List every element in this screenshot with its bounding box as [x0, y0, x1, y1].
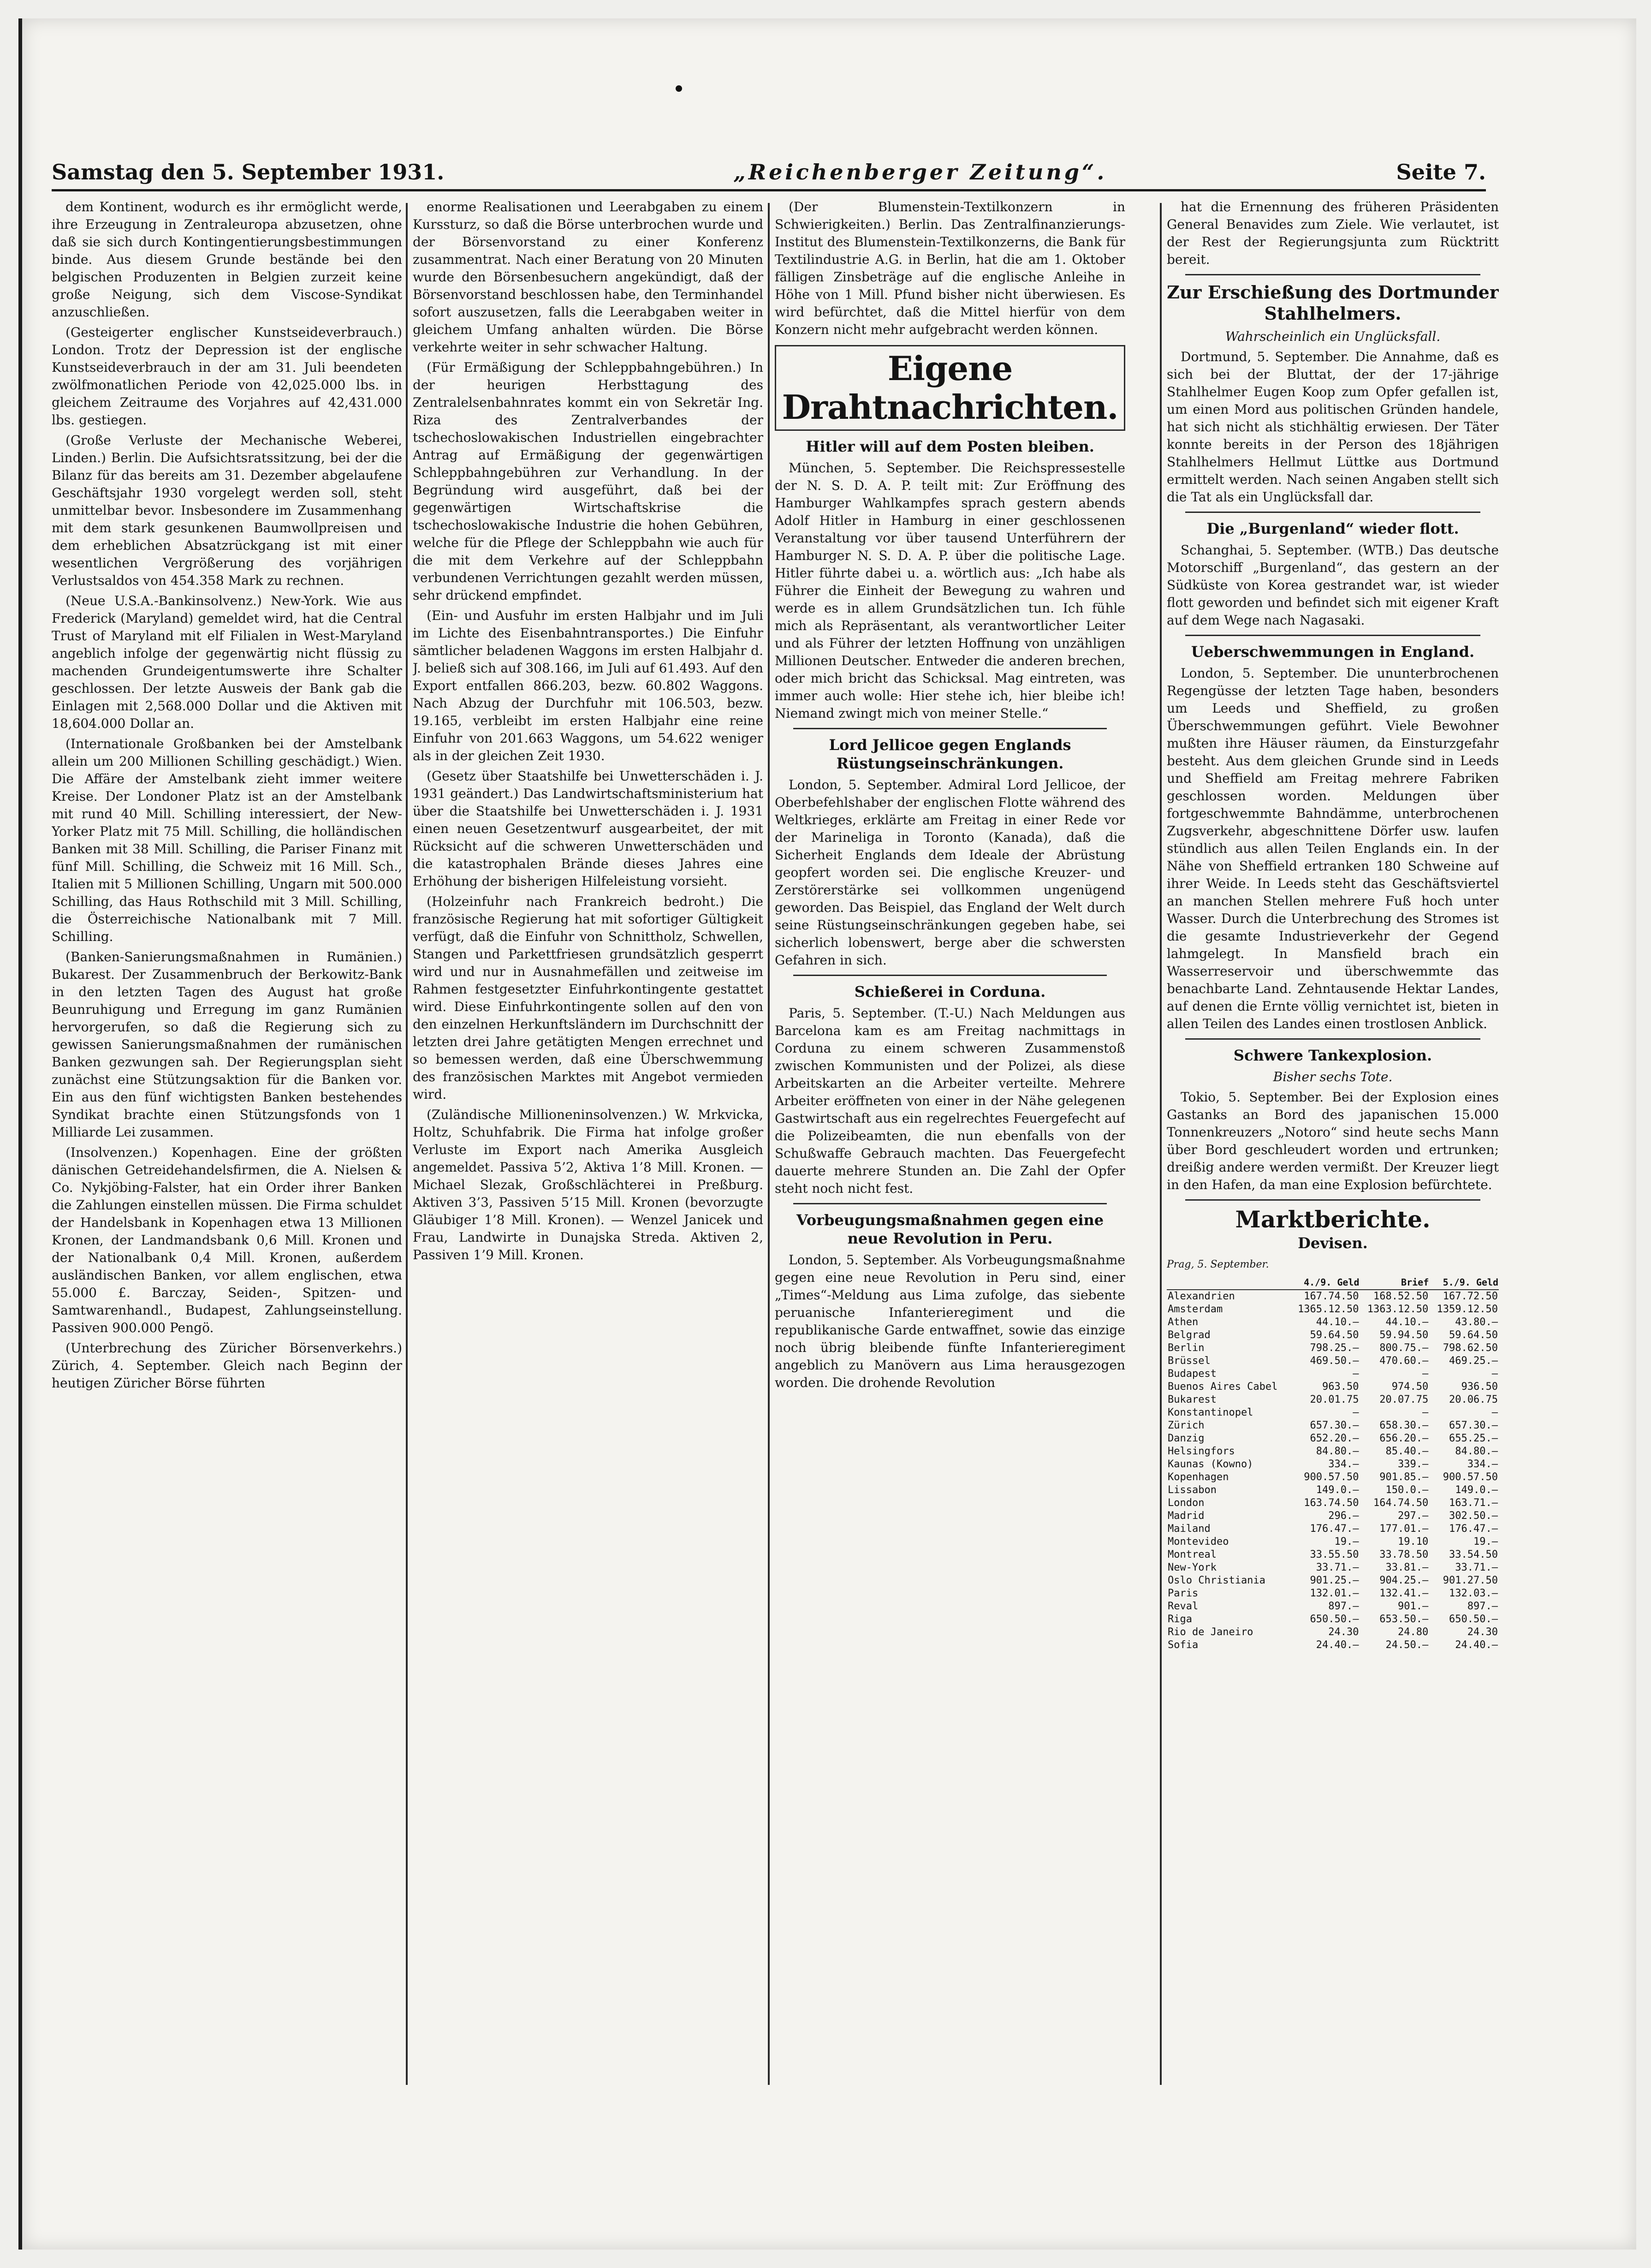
table-row	[1167, 1432, 1499, 1445]
currency-name: Brüssel	[1168, 1355, 1211, 1367]
article-paragraph: (Unterbrechung des Züricher Börsenverkehrs.) Zürich, 4. September. Gleich nach Beginn der heutigen Züricher Börse führten	[52, 1340, 402, 1391]
table-row	[1167, 1368, 1499, 1381]
article-headline	[1167, 1046, 1499, 1065]
article-paragraph: (Der Blumenstein-Textilkonzern in Schwierigkeiten.) Berlin. Das Zentralfinanzierungs-Institut des Blumenstein-Textilkonzerns, die Bank für Textilindustrie A.G. in Berlin, hat die am 1. Oktober fälligen Zinsbeträge auf die englische Anleihe in Höhe von 1 Mill. Pfund bisher nicht überwiesen. Es wird befürchtet, daß die Mittel hierfür von dem Konzern nicht mehr aufgebracht werden können.	[775, 199, 1125, 337]
column-4	[1167, 198, 1499, 2089]
article-paragraph: London, 5. September. Admiral Lord Jellicoe, der Oberbefehlshaber der englischen Flotte während des Weltkrieges, erklärte am Freitag in einer Rede vor der Marineliga in Toronto (Kanada), daß die Sicherheit Englands dem Ideale der Abrüstung geopfert worden sei. Die englische Kreuzer- und Zerstörerstärke sei vollkommen ungenügend geworden. Das Beispiel, das England der Welt durch seine Rüstungseinschränkungen gegeben habe, sei sicherlich lobenswert, berge aber die schwersten Gefahren in sich.	[775, 777, 1125, 968]
currency-rate: 19.—	[1334, 1536, 1359, 1548]
table-row	[1167, 1381, 1499, 1393]
currency-name: Zürich	[1168, 1420, 1205, 1431]
table-row	[1167, 1290, 1499, 1303]
currency-name: Belgrad	[1168, 1329, 1211, 1341]
table-row	[1167, 1574, 1499, 1587]
page-header	[52, 152, 1486, 191]
market-subtitle: Devisen.	[1298, 1234, 1368, 1252]
article-paragraph: enorme Realisationen und Leerabgaben zu einem Kurssturz, so daß die Börse unterbrochen wurde und der Börsenvorstand zu einer Konferenz zusammentrat. Nach einer Beratung von 20 Minuten wurde den Börsenbesuchern angekündigt, daß der Börsenvorstand beschlossen habe, den Terminhandel sofort auszusetzen, falls die Leerabgaben weiter in gleichem Umfang anhalten würden. Die Börse verkehrte weiter in sehr schwacher Haltung.	[413, 199, 763, 355]
table-row	[1167, 1342, 1499, 1355]
table-row	[1167, 1303, 1499, 1316]
currency-rate: 24.50.—	[1385, 1639, 1429, 1651]
currency-name: Riga	[1168, 1613, 1192, 1625]
article-paragraph: Dortmund, 5. September. Die Annahme, daß es sich bei der Bluttat, der der 17-jährige Stahlhelmer Eugen Koop zum Opfer gefallen ist, um einen Mord aus politischen Gründen handele, hat sich nicht als stichhältig erwiesen. Der Täter konnte bereits in der Person des 18jährigen Stahlhelmers Hellmut Lüttke aus Dortmund ermittelt werden. Nach seinen Angaben stellt sich die Tat als ein Unglücksfall dar.	[1167, 349, 1499, 505]
currency-rate: 1365.12.50	[1298, 1304, 1359, 1315]
currency-rate: 33.54.50	[1449, 1549, 1498, 1560]
currency-rate: 24.40.—	[1455, 1639, 1498, 1651]
currency-rate: 963.50	[1322, 1381, 1359, 1393]
article-headline	[775, 437, 1125, 456]
table-row	[1167, 1355, 1499, 1368]
currency-rate: 650.50.—	[1449, 1613, 1498, 1625]
table-row	[1167, 1626, 1499, 1639]
currency-rate: 650.50.—	[1310, 1613, 1359, 1625]
article-subheadline: Wahrscheinlich ein Unglücksfall.	[1225, 329, 1441, 344]
table-row	[1167, 1316, 1499, 1329]
currency-name: Buenos Aires Cabel	[1168, 1381, 1278, 1393]
article-paragraph: hat die Ernennung des früheren Präsidenten General Benavides zum Ziele. Wie verlautet, ist der Rest der Regierungsjunta zum Rücktritt bereit.	[1167, 199, 1499, 267]
table-row	[1167, 1471, 1499, 1484]
article-paragraph: (Holzeinfuhr nach Frankreich bedroht.) Die französische Regierung hat mit sofortiger Gültigkeit verfügt, daß die Einfuhr von Schnittholz, Schwellen, Stangen und Parkettfriesen grundsätzlich gesperrt wird und nur in Ausnahmefällen und zeitweise im Rahmen festgesetzter Einfuhrkontingente gestattet wird. Diese Einfuhrkontingente sollen auf den von den einzelnen Herkunftsländern im Durchschnitt der letzten drei Jahre getätigten Mengen errechnet und so bemessen werden, daß eine Überschwemmung des französischen Marktes mit Angebot vermieden wird.	[413, 894, 763, 1102]
currency-rate: 59.94.50	[1379, 1329, 1429, 1341]
article-paragraph: (Banken-Sanierungsmaßnahmen in Rumänien.) Bukarest. Der Zusammenbruch der Berkowitz-Bank in den letzten Tagen des August hat große Beunruhigung und Erregung im ganz Rumänien hervorgerufen, so daß die Regierung sich zu gewissen Sanierungsmaßnahmen der rumänischen Banken gezwungen sah. Der Regierungsplan sieht zunächst eine Stützungsaktion für die Banken vor. Ein aus den fünf wichtigsten Banken bestehendes Syndikat brachte einen Stützungsfonds von 1 Milliarde Lei zusammen.	[52, 949, 402, 1140]
currency-rate: 900.57.50	[1443, 1471, 1498, 1483]
table-row	[1167, 1561, 1499, 1574]
headline-text: Hitler will auf dem Posten bleiben.	[806, 438, 1094, 455]
currency-rate: 900.57.50	[1304, 1471, 1359, 1483]
article-paragraph: München, 5. September. Die Reichspressestelle der N. S. D. A. P. teilt mit: Zur Eröffnung des Hamburger Wahlkampfes sprach gestern abends Adolf Hitler in Hamburg in einer geschlossenen Veranstaltung vor über tausend Unterführern der Hamburger N. S. D. A. P. über die politische Lage. Hitler führte dabei u. a. wörtlich aus: „Ich habe als Führer die Einheit der Bewegung zu wahren und werde es in allem Grundsätzlichen tun. Ich fühle mich als Repräsentant, als verantwortlicher Leiter und als Führer der letzten Hoffnung von unzähligen Millionen Deutscher. Entweder die anderen brechen, oder mich bricht das Schicksal. Mag eintreten, was immer auch wolle: Hier stehe ich, hier bleibe ich! Niemand zwingt mich von meiner Stelle.“	[775, 460, 1125, 721]
headline-text: Schwere Tankexplosion.	[1233, 1047, 1432, 1064]
currency-rate: 132.41.—	[1379, 1588, 1429, 1599]
currency-rate: 936.50	[1461, 1381, 1498, 1393]
currency-rate: 150.0.—	[1385, 1484, 1429, 1496]
currency-name: Bukarest	[1168, 1394, 1217, 1405]
table-row	[1167, 1419, 1499, 1432]
market-title: Marktberichte.	[1235, 1206, 1431, 1233]
currency-name: London	[1168, 1497, 1205, 1509]
currency-rate: —	[1353, 1407, 1359, 1418]
table-row	[1167, 1510, 1499, 1523]
currency-name: Berlin	[1168, 1342, 1205, 1354]
currency-rate: 656.20.—	[1379, 1433, 1429, 1444]
currency-rate: 657.30.—	[1310, 1420, 1359, 1431]
table-header-row	[1167, 1275, 1499, 1290]
currency-name: Oslo Christiania	[1168, 1575, 1265, 1586]
currency-rate: 800.75.—	[1379, 1342, 1429, 1354]
currency-rate: 798.62.50	[1443, 1342, 1498, 1354]
currency-name: Sofia	[1168, 1639, 1199, 1651]
currency-rate: 59.64.50	[1310, 1329, 1359, 1341]
currency-name: Paris	[1168, 1588, 1199, 1599]
currency-rate: 33.78.50	[1379, 1549, 1429, 1560]
currency-rate: 33.55.50	[1310, 1549, 1359, 1560]
currency-rate: 20.06.75	[1449, 1394, 1498, 1405]
currency-rate: 44.10.—	[1316, 1316, 1359, 1328]
column-1	[52, 198, 402, 2089]
table-row	[1167, 1484, 1499, 1497]
table-row	[1167, 1600, 1499, 1613]
currency-name: Reval	[1168, 1601, 1199, 1612]
currency-rate: 163.74.50	[1304, 1497, 1359, 1509]
currency-table-body	[1167, 1290, 1499, 1652]
currency-rate: 167.74.50	[1304, 1291, 1359, 1302]
table-row	[1167, 1587, 1499, 1600]
article-paragraph: (Insolvenzen.) Kopenhagen. Eine der größten dänischen Getreidehandelsfirmen, die A. Nielsen & Co. Nykjöbing-Falster, hat ein Order ihrer Banken die Zahlungen einstellen müssen. Die Firma schuldet der Handelsbank in Kopenhagen etwa 13 Millionen Kronen, der Landmandsbank 0,6 Mill. Kronen und der Nationalbank 0,4 Mill. Kronen, außerdem ausländischen Banken, vor allem englischen, etwa 55.000 £. Barczay, Seiden-, Spitzen- und Samtwarenhandl., Budapest, Zahlungseinstellung. Passiven 900.000 Pengö.	[52, 1145, 402, 1335]
currency-rate: 19.10	[1398, 1536, 1429, 1548]
currency-rate: 84.80.—	[1455, 1446, 1498, 1457]
article-paragraph: Paris, 5. September. (T.-U.) Nach Meldungen aus Barcelona kam es am Freitag nachmittags in Corduna zu einem schweren Zusammenstoß zwischen Kommunisten und der Polizei, als diese Arbeitskarten an die Arbeiter verteilte. Mehrere Arbeiter eröffneten von einer in der Nähe gelegenen Gastwirtschaft aus ein regelrechtes Feuergefecht auf die Polizeibeamten, die nun ebenfalls von der Schußwaffe Gebrauch machten. Das Feuergefecht dauerte mehrere Stunden an. Die Zahl der Opfer steht noch nicht fest.	[775, 1006, 1125, 1196]
currency-rate: 20.07.75	[1379, 1394, 1429, 1405]
currency-name: Alexandrien	[1168, 1291, 1235, 1302]
currency-name: Budapest	[1168, 1368, 1217, 1380]
currency-rate: —	[1353, 1368, 1359, 1380]
currency-rate: —	[1491, 1368, 1498, 1380]
currency-rate: 176.47.—	[1310, 1523, 1359, 1535]
article-subheadline: Bisher sechs Tote.	[1273, 1069, 1393, 1084]
currency-rate: —	[1422, 1407, 1429, 1418]
currency-rate: 901.85.—	[1379, 1471, 1429, 1483]
currency-rate: 297.—	[1398, 1510, 1429, 1522]
article-headline	[775, 736, 1125, 773]
currency-rate: 59.64.50	[1449, 1329, 1498, 1341]
table-row	[1167, 1536, 1499, 1548]
divider	[1185, 635, 1480, 636]
currency-rate: 19.—	[1473, 1536, 1498, 1548]
currency-rate: 897.—	[1328, 1601, 1359, 1612]
article-paragraph: Tokio, 5. September. Bei der Explosion eines Gastanks an Bord des japanischen 15.000 Tonnenkreuzers „Notoro“ sind heute sechs Mann über Bord geschleudert worden und ertrunken; dreißig andere werden vermißt. Der Kreuzer liegt in den Hafen, da man eine Explosion befürchtete.	[1167, 1089, 1499, 1192]
currency-name: Rio de Janeiro	[1168, 1626, 1253, 1638]
currency-name: New-York	[1168, 1562, 1217, 1573]
headline-text: Lord Jellicoe gegen Englands Rüstungseinschränkungen.	[829, 736, 1071, 772]
article-headline	[775, 1211, 1125, 1248]
currency-rate: 334.—	[1467, 1458, 1498, 1470]
headline-text: Vorbeugungsmaßnahmen gegen eine neue Revolution in Peru.	[796, 1211, 1104, 1247]
currency-rate: 904.25.—	[1379, 1575, 1429, 1586]
column-rule	[1160, 203, 1162, 2085]
table-row	[1167, 1639, 1499, 1652]
table-row	[1167, 1406, 1499, 1419]
market-date: Prag, 5. September.	[1167, 1259, 1269, 1270]
table-row	[1167, 1613, 1499, 1626]
currency-name: Montevideo	[1168, 1536, 1229, 1548]
currency-rate: 85.40.—	[1385, 1446, 1429, 1457]
currency-rate: 84.80.—	[1316, 1446, 1359, 1457]
currency-rate: 132.03.—	[1449, 1588, 1498, 1599]
currency-rate: 302.50.—	[1449, 1510, 1498, 1522]
currency-name: Athen	[1168, 1316, 1199, 1328]
currency-name: Amsterdam	[1168, 1304, 1223, 1315]
article-paragraph: (Internationale Großbanken bei der Amstelbank allein um 200 Millionen Schilling geschädigt.) Wien. Die Affäre der Amstelbank zieht immer weitere Kreise. Der Londoner Platz ist an der Amstelbank mit rund 40 Mill. Schilling interessiert, der New-Yorker Platz mit 75 Mill. Schilling, die holländischen Banken mit 38 Mill. Schilling, die Pariser Finanz mit fünf Mill. Schilling, die Schweiz mit 16 Mill. Sch., Italien mit 5 Millionen Schilling, Ungarn mit 500.000 Schilling, das Haus Rothschild mit 3 Mill. Schilling, die Österreichische Nationalbank mit 7 Mill. Schilling.	[52, 736, 402, 944]
currency-name: Danzig	[1168, 1433, 1205, 1444]
article-headline	[1167, 519, 1499, 538]
article-headline	[775, 982, 1125, 1001]
table-row	[1167, 1458, 1499, 1471]
currency-name: Kaunas (Kowno)	[1168, 1458, 1253, 1470]
column-rule	[768, 203, 770, 2085]
divider	[1185, 1199, 1480, 1201]
divider	[793, 728, 1107, 729]
currency-rate: 655.25.—	[1449, 1433, 1498, 1444]
table-row	[1167, 1445, 1499, 1458]
currency-rate: —	[1422, 1368, 1429, 1380]
currency-rate: 897.—	[1467, 1601, 1498, 1612]
currency-rate: 164.74.50	[1373, 1497, 1429, 1509]
currency-rate: 1363.12.50	[1367, 1304, 1429, 1315]
currency-rate: 657.30.—	[1449, 1420, 1498, 1431]
article-paragraph: dem Kontinent, wodurch es ihr ermöglicht werde, ihre Erzeugung in Zentraleuropa abzusetzen, ohne daß sie sich durch Kontingentierungsbestimmungen binde. Aus diesem Grunde bestände bei den belgischen Produzenten in Belgien zurzeit keine große Neigung, sich dem Viscose-Syndikat anzuschließen.	[52, 199, 402, 320]
section-title: Eigene Drahtnachrichten.	[782, 349, 1118, 427]
currency-rate: 974.50	[1391, 1381, 1429, 1393]
article-paragraph: (Ein- und Ausfuhr im ersten Halbjahr und im Juli im Lichte des Eisenbahntransportes.) Die Einfuhr sämtlicher beladenen Waggons im ersten Halbjahr d. J. beließ sich auf 308.166, im Juli auf 61.493. Auf den Export entfallen 866.203, bezw. 60.802 Waggons. Nach Abzug der Durchfuhr mit 106.503, bezw. 19.165, verbleibt im ersten Halbjahr eine reine Einfuhr von 201.663 Waggons, um 54.622 weniger als in der gleichen Zeit 1930.	[413, 608, 763, 763]
table-header-cell: 5./9. Geld	[1429, 1275, 1499, 1290]
currency-name: Madrid	[1168, 1510, 1205, 1522]
currency-rate: 658.30.—	[1379, 1420, 1429, 1431]
currency-rate: 24.30	[1467, 1626, 1498, 1638]
divider	[1185, 512, 1480, 513]
article-headline	[1167, 282, 1499, 324]
currency-rate: 43.80.—	[1455, 1316, 1498, 1328]
article-paragraph: (Gesetz über Staatshilfe bei Unwetterschäden i. J. 1931 geändert.) Das Landwirtschaftsministerium hat über die Staatshilfe bei Unwetterschäden i. J. 1931 einen neuen Gesetzentwurf ausgearbeitet, der mit Rücksicht auf die schweren Unwetterschäden und die katastrophalen Brände dieses Jahres eine Erhöhung der bisherigen Hilfeleistung vorsieht.	[413, 768, 763, 889]
article-paragraph: (Gesteigerter englischer Kunstseideverbrauch.) London. Trotz der Depression ist der englische Kunstseideverbrauch in der am 31. Juli beendeten zwölfmonatlichen Periode von 42,025.000 lbs. in gleichem Zeitraume des Vorjahres auf 42,431.000 lbs. gestiegen.	[52, 325, 402, 428]
currency-rate: 1359.12.50	[1437, 1304, 1498, 1315]
currency-rate: 469.25.—	[1449, 1355, 1498, 1367]
article-paragraph: (Für Ermäßigung der Schleppbahngebühren.) In der heurigen Herbsttagung des Zentralelsenbahnrates kommt ein von Sekretär Ing. Riza des Zentralverbandes der tschechoslowakischen Industriellen eingebrachter Antrag auf Ermäßigung der gegenwärtigen Schleppbahngebühren zur Verhandlung. In der Begründung wird ausgeführt, daß bei der gegenwärtigen Wirtschaftskrise die tschechoslowakische Industrie die hohen Gebühren, welche für die Pflege der Schleppbahn wie auch für die mit dem Verkehre auf der Schleppbahn verbundenen Verrichtungen gezahlt werden müssen, sehr drückend empfindet.	[413, 360, 763, 603]
currency-rate: 163.71.—	[1449, 1497, 1498, 1509]
currency-name: Montreal	[1168, 1549, 1217, 1560]
punch-hole	[676, 85, 682, 92]
headline-text: Schießerei in Corduna.	[854, 983, 1046, 1000]
currency-name: Konstantinopel	[1168, 1407, 1253, 1418]
divider	[1185, 1038, 1480, 1040]
currency-table	[1167, 1275, 1499, 1652]
headline-text: Die „Burgenland“ wieder flott.	[1206, 520, 1459, 537]
article-paragraph: Schanghai, 5. September. (WTB.) Das deutsche Motorschiff „Burgenland“, das gestern an der Südküste von Korea gestrandet war, ist wieder flott geworden und befindet sich mit eigener Kraft auf dem Wege nach Nagasaki.	[1167, 542, 1499, 628]
currency-rate: 149.0.—	[1455, 1484, 1498, 1496]
currency-name: Mailand	[1168, 1523, 1211, 1535]
currency-rate: 33.71.—	[1455, 1562, 1498, 1573]
currency-rate: 177.01.—	[1379, 1523, 1429, 1535]
currency-name: Kopenhagen	[1168, 1471, 1229, 1483]
currency-rate: 339.—	[1398, 1458, 1429, 1470]
article-paragraph: London, 5. September. Die ununterbrochenen Regengüsse der letzten Tage haben, besonders um Leeds und Sheffield, zu großen Überschwemmungen geführt. Viele Bewohner mußten ihre Häuser räumen, da Einsturzgefahr besteht. Aus dem gleichen Grunde sind in Leeds und Sheffield am Freitag mehrere Fabriken geschlossen worden. Meldungen über fortgeschwemmte Bahndämme, unterbrochenen Zugsverkehr, abgeschnittene Dörfer usw. laufen stündlich aus allen Teilen Englands ein. In der Nähe von Sheffield ertranken 180 Schweine auf ihrer Weide. In Leeds steht das Geschäftsviertel an manchen Stellen mehrere Fuß hoch unter Wasser. Durch die Unterbrechung des Stromes ist die gesamte Industrieverkehr der Gegend lahmgelegt. In Mansfield brach ein Wasserreservoir und überschwemmte das benachbarte Land. Zehntausende Hektar Landes, auf denen die Ernte völlig vernichtet ist, bieten in allen Teilen des Landes einen trostlosen Anblick.	[1167, 666, 1499, 1031]
article-paragraph: (Große Verluste der Mechanische Weberei, Linden.) Berlin. Die Aufsichtsratssitzung, bei der die Bilanz für das bereits am 31. Dezember abgelaufene Geschäftsjahr 1930 vorgelegt werden soll, steht unmittelbar bevor. Insbesondere im Zusammenhang mit dem stark gesunkenen Baumwollpreisen und dem erheblichen Absatzrückgang ist mit einer wesentlichen Vergrößerung des vorjährigen Verlustsaldos von 454.358 Mark zu rechnen.	[52, 433, 402, 588]
currency-rate: —	[1491, 1407, 1498, 1418]
currency-name: Helsingfors	[1168, 1446, 1235, 1457]
article-headline	[1167, 643, 1499, 661]
divider	[793, 1203, 1107, 1204]
divider	[793, 975, 1107, 976]
column-3	[775, 198, 1125, 2089]
header-page-number: Seite 7.	[1396, 160, 1486, 185]
currency-rate: 167.72.50	[1443, 1291, 1498, 1302]
currency-rate: 296.—	[1328, 1510, 1359, 1522]
currency-rate: 334.—	[1328, 1458, 1359, 1470]
currency-rate: 20.01.75	[1310, 1394, 1359, 1405]
article-paragraph: (Zuländische Millioneninsolvenzen.) W. Mrkvicka, Holtz, Schuhfabrik. Die Firma hat infolge großer Verluste im Export nach Amerika Ausgleich angemeldet. Passiva 5’2, Aktiva 1’8 Mill. Kronen. — Michael Slezak, Großschlächterei in Preßburg. Aktiven 3’3, Passiven 5’15 Mill. Kronen (bevorzugte Gläubiger 1’8 Mill. Kronen). — Wenzel Janicek und Frau, Landwirte in Dunajska Streda. Aktiven 2, Passiven 1’9 Mill. Kronen.	[413, 1107, 763, 1262]
divider	[1185, 274, 1480, 275]
currency-rate: 44.10.—	[1385, 1316, 1429, 1328]
currency-rate: 33.81.—	[1385, 1562, 1429, 1573]
currency-rate: 176.47.—	[1449, 1523, 1498, 1535]
section-title-box	[775, 345, 1125, 431]
table-row	[1167, 1523, 1499, 1536]
header-paper-name: „Reichenberger Zeitung“.	[733, 160, 1107, 185]
currency-rate: 653.50.—	[1379, 1613, 1429, 1625]
article-paragraph: London, 5. September. Als Vorbeugungsmaßnahme gegen eine neue Revolution in Peru sind, einer „Times“-Meldung aus Lima zufolge, das siebente peruanische Infanterieregiment und die republikanische Garde entwaffnet, sowie das einzige noch übrig bleibende fünfte Infanterieregiment angeblich zu Manövern aus Lima herausgezogen worden. Die drohende Revolution	[775, 1252, 1125, 1390]
currency-rate: 469.50.—	[1310, 1355, 1359, 1367]
headline-text: Ueberschwemmungen in England.	[1191, 643, 1475, 661]
currency-rate: 24.40.—	[1316, 1639, 1359, 1651]
currency-rate: 132.01.—	[1310, 1588, 1359, 1599]
table-row	[1167, 1497, 1499, 1510]
table-header-cell: 4./9. Geld	[1290, 1275, 1360, 1290]
headline-text: Zur Erschießung des Dortmunder Stahlhelmers.	[1167, 282, 1499, 324]
column-2	[413, 198, 763, 2089]
market-report-heading	[1167, 1207, 1499, 1252]
currency-rate: 470.60.—	[1379, 1355, 1429, 1367]
table-header-cell	[1167, 1275, 1290, 1290]
currency-rate: 24.30	[1328, 1626, 1359, 1638]
column-rule	[406, 203, 408, 2085]
currency-rate: 168.52.50	[1373, 1291, 1429, 1302]
currency-rate: 901.—	[1398, 1601, 1429, 1612]
currency-rate: 901.27.50	[1443, 1575, 1498, 1586]
currency-rate: 901.25.—	[1310, 1575, 1359, 1586]
currency-name: Lissabon	[1168, 1484, 1217, 1496]
currency-rate: 798.25.—	[1310, 1342, 1359, 1354]
currency-rate: 149.0.—	[1316, 1484, 1359, 1496]
currency-rate: 24.80	[1398, 1626, 1429, 1638]
table-row	[1167, 1548, 1499, 1561]
currency-rate: 652.20.—	[1310, 1433, 1359, 1444]
currency-rate: 33.71.—	[1316, 1562, 1359, 1573]
table-row	[1167, 1393, 1499, 1406]
table-row	[1167, 1329, 1499, 1342]
header-date: Samstag den 5. September 1931.	[52, 160, 445, 185]
table-header-cell: Brief	[1360, 1275, 1430, 1290]
article-paragraph: (Neue U.S.A.-Bankinsolvenz.) New-York. Wie aus Frederick (Maryland) gemeldet wird, hat die Central Trust of Maryland mit elf Filialen in West-Maryland angeblich infolge der gegenwärtig nicht flüssig zu machenden Grundeigentumswerte ihre Schalter geschlossen. Der letzte Ausweis der Bank gab die Einlagen mit 2,568.000 Dollar und die Aktiven mit 18,604.000 Dollar an.	[52, 593, 402, 731]
